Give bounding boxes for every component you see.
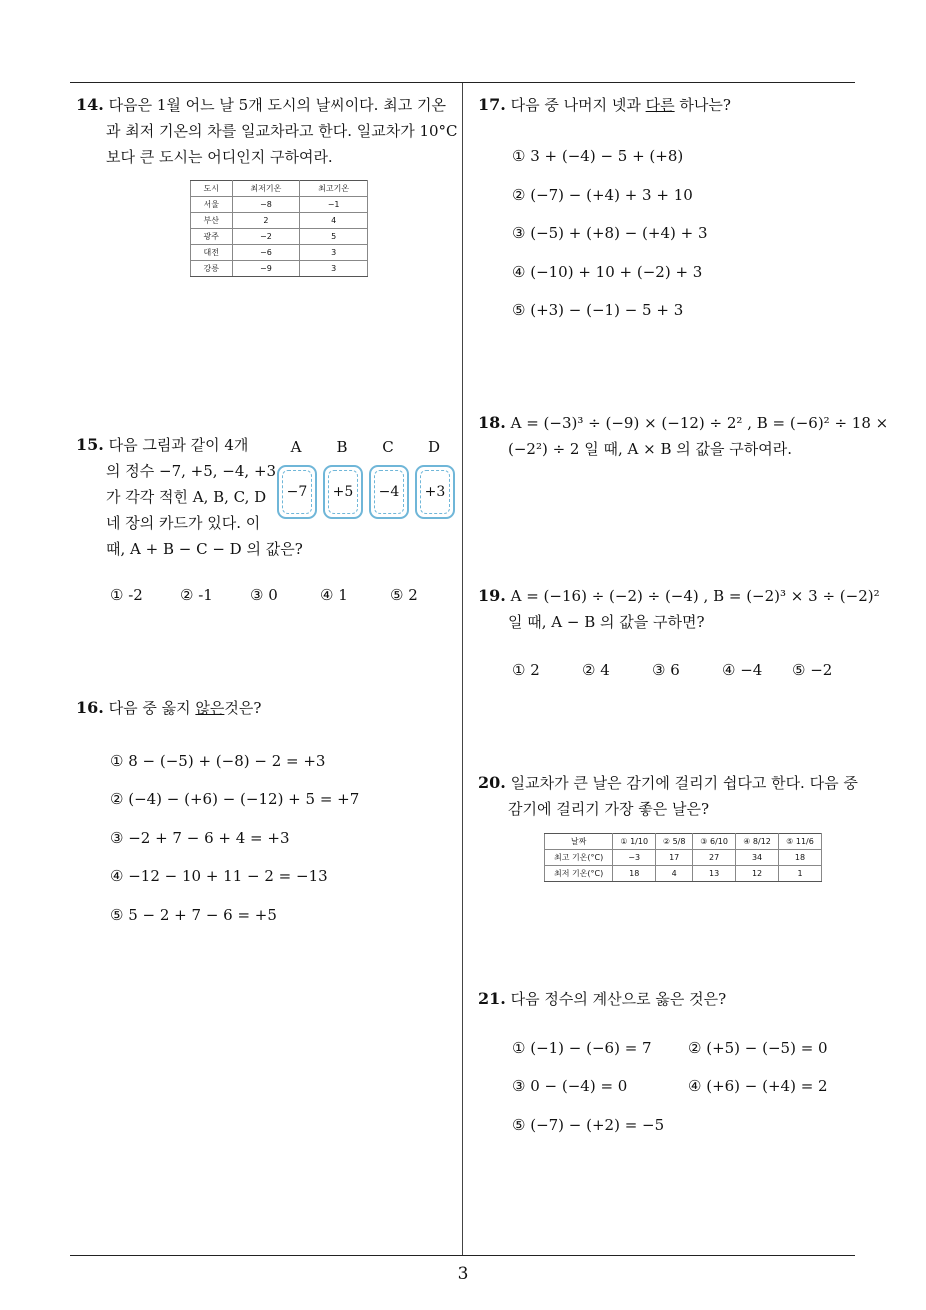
table-cell: −9 xyxy=(232,261,300,277)
question-16 xyxy=(76,695,261,721)
table-cell: 17 xyxy=(656,850,693,866)
card-value: −7 xyxy=(282,470,312,514)
number-card-d xyxy=(415,465,455,519)
question-20-line-1: 20. 일교차가 큰 날은 감기에 걸리기 쉽다고 한다. 다음 중 xyxy=(478,773,858,792)
option-1[interactable]: ① -2 xyxy=(110,586,143,604)
option-4[interactable]: ④ (−10) + 10 + (−2) + 3 xyxy=(512,263,703,281)
option-4[interactable]: ④ (+6) − (+4) = 2 xyxy=(688,1077,828,1095)
question-18 xyxy=(478,410,888,462)
table-cell: 최저 기온(°C) xyxy=(545,866,613,882)
question-number: 19. xyxy=(478,586,506,605)
table-cell: −8 xyxy=(232,197,300,213)
question-15-line-4: 네 장의 카드가 있다. 이 xyxy=(106,514,261,532)
option-2[interactable]: ② (+5) − (−5) = 0 xyxy=(688,1039,828,1057)
card-label-a: A xyxy=(290,438,302,456)
option-5[interactable]: ⑤ −2 xyxy=(792,661,833,679)
city-temperature-table xyxy=(190,180,368,277)
option-1[interactable]: ① (−1) − (−6) = 7 xyxy=(512,1039,652,1057)
table-cell: 12 xyxy=(736,866,779,882)
option-5[interactable]: ⑤ (+3) − (−1) − 5 + 3 xyxy=(512,301,684,319)
table-cell: 대전 xyxy=(191,245,233,261)
question-17 xyxy=(478,92,731,118)
card-label-c: C xyxy=(382,438,394,456)
option-3[interactable]: ③ 0 xyxy=(250,586,278,604)
table-cell: 2 xyxy=(232,213,300,229)
option-5[interactable]: ⑤ (−7) − (+2) = −5 xyxy=(512,1116,665,1134)
question-15-line-3: 가 각각 적힌 A, B, C, D xyxy=(106,488,267,506)
question-number: 20. xyxy=(478,773,506,792)
option-3[interactable]: ③ 0 − (−4) = 0 xyxy=(512,1077,628,1095)
option-5[interactable]: ⑤ 5 − 2 + 7 − 6 = +5 xyxy=(110,906,277,924)
question-number: 15. xyxy=(76,435,104,454)
table-row xyxy=(191,245,368,261)
question-21-stem: 21. 다음 정수의 계산으로 옳은 것은? xyxy=(478,989,727,1008)
question-21 xyxy=(478,986,726,1012)
table-row xyxy=(191,213,368,229)
question-number: 16. xyxy=(76,698,104,717)
option-1[interactable]: ① 2 xyxy=(512,661,540,679)
table-header-row xyxy=(191,181,368,197)
table-row xyxy=(191,229,368,245)
question-20-line-2: 감기에 걸리기 가장 좋은 날은? xyxy=(508,800,709,818)
question-number: 17. xyxy=(478,95,506,114)
question-15-line-5: 때, A + B − C − D 의 값은? xyxy=(106,540,303,558)
option-3[interactable]: ③ −2 + 7 − 6 + 4 = +3 xyxy=(110,829,290,847)
question-19-line-1: 19. A = (−16) ÷ (−2) ÷ (−4) , B = (−2)³ × 3 ÷ (−2)² xyxy=(478,586,880,605)
table-cell: 1 xyxy=(779,866,822,882)
table-header-row xyxy=(545,834,822,850)
table-cell: 34 xyxy=(736,850,779,866)
card-value: −4 xyxy=(374,470,404,514)
question-18-line-2: (−2²) ÷ 2 일 때, A × B 의 값을 구하여라. xyxy=(508,440,792,458)
question-15 xyxy=(76,432,303,562)
question-19-line-2: 일 때, A − B 의 값을 구하면? xyxy=(508,613,705,631)
option-2[interactable]: ② -1 xyxy=(180,586,213,604)
number-card-b xyxy=(323,465,363,519)
option-4[interactable]: ④ 1 xyxy=(320,586,348,604)
option-2[interactable]: ② 4 xyxy=(582,661,610,679)
question-14 xyxy=(76,92,458,170)
table-row xyxy=(545,850,822,866)
table-header-cell: ① 1/10 xyxy=(613,834,656,850)
table-row xyxy=(191,197,368,213)
table-header-cell: 최고기온 xyxy=(300,181,368,197)
table-header-cell: 최저기온 xyxy=(232,181,300,197)
question-16-stem: 16. 다음 중 옳지 않은것은? xyxy=(76,698,262,717)
table-cell: 4 xyxy=(656,866,693,882)
question-15-line-2: 의 정수 −7, +5, −4, +3 xyxy=(106,462,277,480)
table-cell: 3 xyxy=(300,261,368,277)
question-14-line-3: 보다 큰 도시는 어디인지 구하여라. xyxy=(106,148,333,166)
card-value: +3 xyxy=(420,470,450,514)
table-cell: 3 xyxy=(300,245,368,261)
option-3[interactable]: ③ 6 xyxy=(652,661,680,679)
bottom-rule xyxy=(70,1255,855,1256)
question-number: 14. xyxy=(76,95,104,114)
option-1[interactable]: ① 3 + (−4) − 5 + (+8) xyxy=(512,147,684,165)
option-3[interactable]: ③ (−5) + (+8) − (+4) + 3 xyxy=(512,224,708,242)
table-cell: 5 xyxy=(300,229,368,245)
option-4[interactable]: ④ −12 − 10 + 11 − 2 = −13 xyxy=(110,867,328,885)
question-17-stem: 17. 다음 중 나머지 넷과 다른 하나는? xyxy=(478,95,731,114)
table-header-cell: ③ 6/10 xyxy=(693,834,736,850)
table-header-cell: ② 5/8 xyxy=(656,834,693,850)
option-2[interactable]: ② (−7) − (+4) + 3 + 10 xyxy=(512,186,693,204)
table-header-cell: ⑤ 11/6 xyxy=(779,834,822,850)
column-divider xyxy=(462,83,463,1255)
table-cell: −6 xyxy=(232,245,300,261)
question-14-line-1: 14. 다음은 1월 어느 날 5개 도시의 날씨이다. 최고 기온 xyxy=(76,95,446,114)
underlined-word: 다른 xyxy=(645,96,675,114)
table-cell: 4 xyxy=(300,213,368,229)
table-row xyxy=(191,261,368,277)
table-cell: −3 xyxy=(613,850,656,866)
table-cell: 18 xyxy=(779,850,822,866)
table-cell: 광주 xyxy=(191,229,233,245)
question-20 xyxy=(478,770,858,822)
table-header-cell: ④ 8/12 xyxy=(736,834,779,850)
card-label-b: B xyxy=(336,438,348,456)
option-2[interactable]: ② (−4) − (+6) − (−12) + 5 = +7 xyxy=(110,790,360,808)
daily-temperature-table xyxy=(544,833,822,882)
table-cell: −2 xyxy=(232,229,300,245)
question-15-line-1: 15. 다음 그림과 같이 4개 xyxy=(76,435,249,454)
table-cell: 부산 xyxy=(191,213,233,229)
question-number: 21. xyxy=(478,989,506,1008)
table-cell: −1 xyxy=(300,197,368,213)
table-cell: 27 xyxy=(693,850,736,866)
underlined-word: 않은 xyxy=(195,699,225,717)
table-cell: 18 xyxy=(613,866,656,882)
number-card-c xyxy=(369,465,409,519)
table-cell: 강릉 xyxy=(191,261,233,277)
card-label-d: D xyxy=(427,438,441,456)
table-header-cell: 도시 xyxy=(191,181,233,197)
question-19 xyxy=(478,583,880,635)
option-1[interactable]: ① 8 − (−5) + (−8) − 2 = +3 xyxy=(110,752,326,770)
question-14-line-2: 과 최저 기온의 차를 일교차라고 한다. 일교차가 10°C xyxy=(106,122,458,140)
card-value: +5 xyxy=(328,470,358,514)
option-4[interactable]: ④ −4 xyxy=(722,661,763,679)
table-cell: 최고 기온(°C) xyxy=(545,850,613,866)
option-5[interactable]: ⑤ 2 xyxy=(390,586,418,604)
table-header-cell: 날짜 xyxy=(545,834,613,850)
page-number: 3 xyxy=(457,1264,469,1284)
table-cell: 13 xyxy=(693,866,736,882)
table-row xyxy=(545,866,822,882)
number-card-a xyxy=(277,465,317,519)
table-cell: 서울 xyxy=(191,197,233,213)
question-18-line-1: 18. A = (−3)³ ÷ (−9) × (−12) ÷ 2² , B = (−6)² ÷ 18 × xyxy=(478,413,889,432)
question-number: 18. xyxy=(478,413,506,432)
